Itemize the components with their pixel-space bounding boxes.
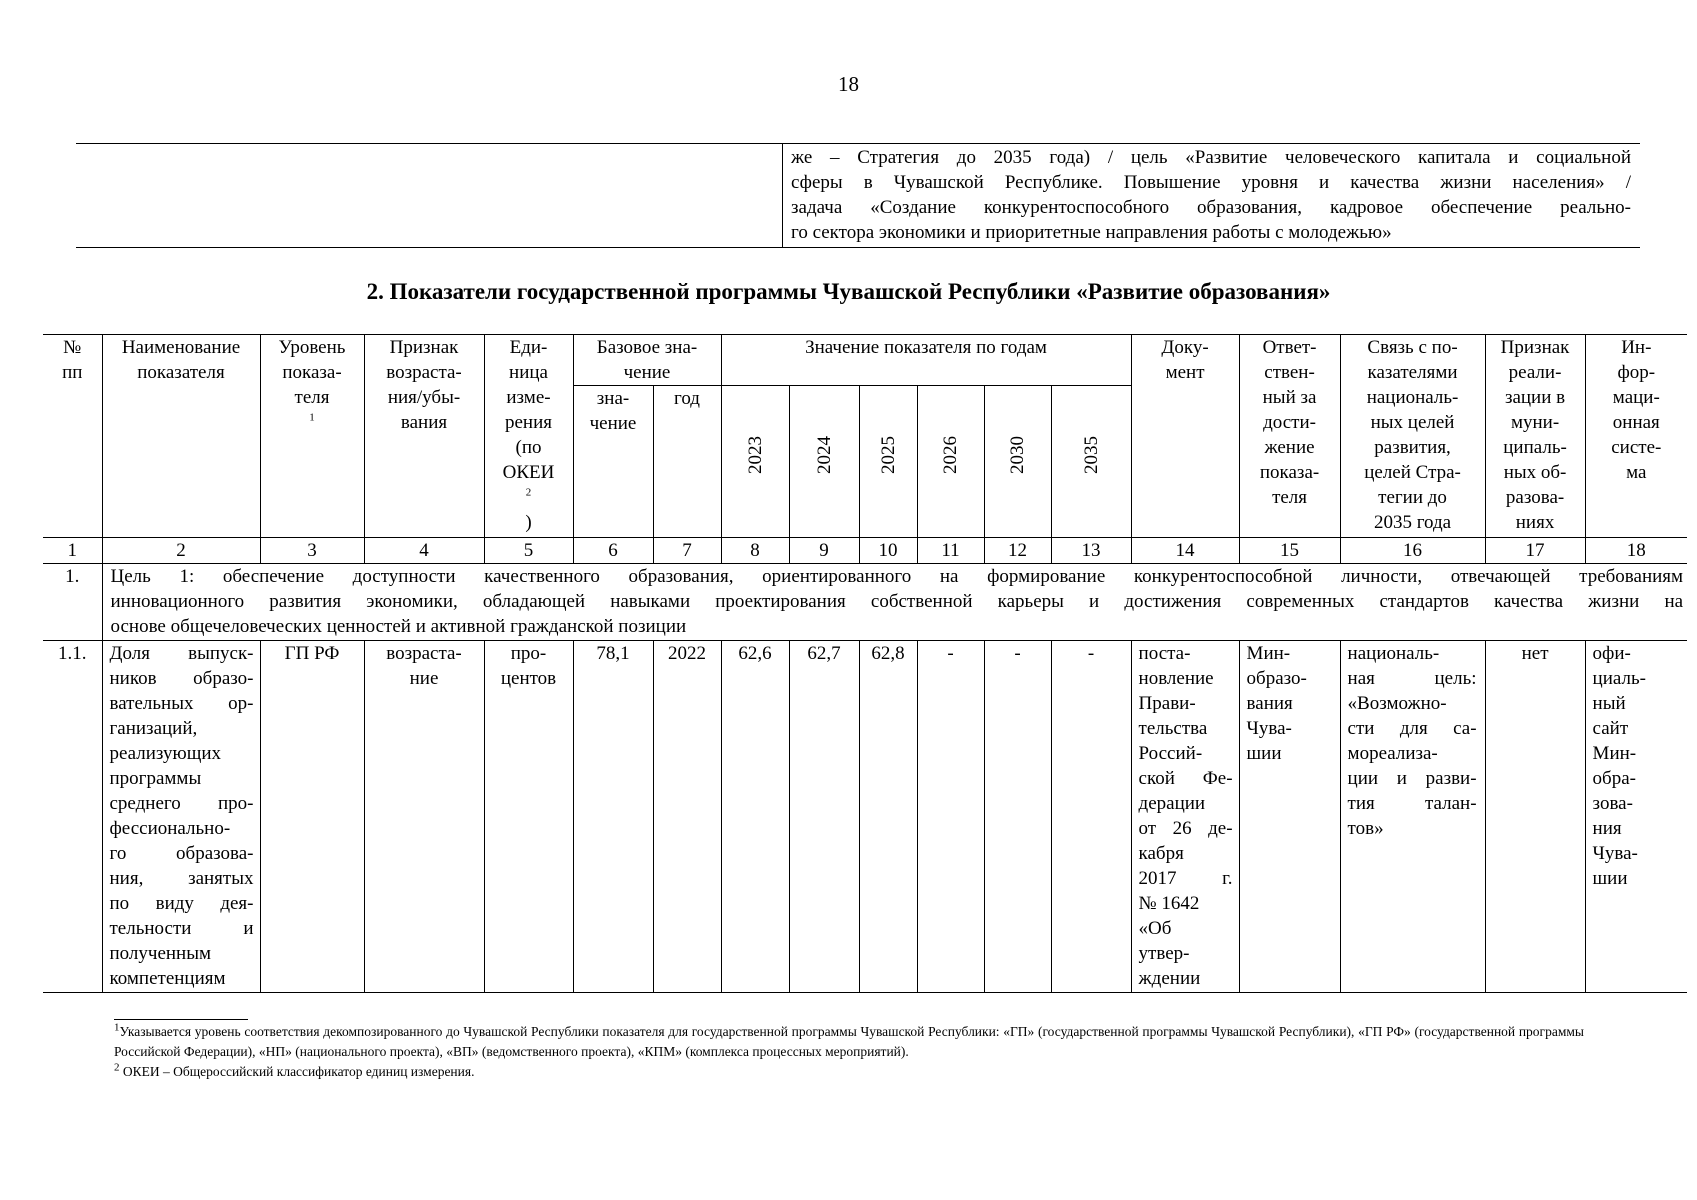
header-municipal: Признак реали- зации в муни- ципаль- ных об- разова- ниях [1485,335,1585,538]
header-years-group: Значение показателя по годам [721,335,1131,386]
indicator-value-2025: 62,8 [859,641,917,993]
column-number: 17 [1485,538,1585,564]
header-year-2024: 2024 [789,386,859,538]
indicator-row [43,641,1687,993]
header-base-value: зна- чение [573,386,653,538]
column-number: 10 [859,538,917,564]
header-level: Уровень показа- теля $^1$ [260,335,364,538]
continuation-line: задача «Создание конкурентоспособного образования, кадровое обеспечение реально- [791,197,1631,218]
continuation-line: сферы в Чувашской Республике. Повышение уровня и качества жизни населения» / [791,172,1631,193]
indicators-table [43,334,1687,993]
column-number: 1 [43,538,102,564]
indicator-num: 1.1. [43,641,102,993]
indicator-value-2026: - [917,641,984,993]
indicator-unit: про- центов [484,641,573,993]
header-document: Доку- мент [1131,335,1239,538]
header-year-2023: 2023 [721,386,789,538]
footnote-2: $^2$ ОКЕИ – Общероссийский классификатор единиц измерения. [114,1061,475,1079]
column-number: 2 [102,538,260,564]
column-number: 4 [364,538,484,564]
header-year-2026: 2026 [917,386,984,538]
header-year-2030: 2030 [984,386,1051,538]
header-num: № пп [43,335,102,538]
indicator-document: поста- новление Прави- тельства Россий- ской Фе- дерации от 26 де- кабря 2017 г. № 1642 «Об утвер- ждении [1131,641,1239,993]
header-row [43,335,1687,386]
header-unit: Еди- ница изме- рения (по ОКЕИ $^2$ ) [484,335,573,538]
indicator-link: националь- ная цель: «Возможно- сти для са- мореализа- ции и разви- тия талан- тов» [1340,641,1485,993]
footnote-1: $^1$Указывается уровень соответствия декомпозированного до Чувашской Республики показателя для государственной программы Чувашской Республики: «ГП» (государственной программы Чувашской Республики), «ГП РФ» (государственной программы Российской Федерации), «НП» (национального проекта), «ВП» (ведомственного проекта), «КПМ» (комплекса процессных мероприятий). [114,1021,1584,1059]
indicator-sign: возраста- ние [364,641,484,993]
goal-text: Цель 1: обеспечение доступности качественного образования, ориентированного на формирование конкурентоспособной личности, отвечающей требованиям инновационного развития экономики, обладающей навыками проектирования собственной карьеры и достижения современных стандартов качества жизни на основе общечеловеческих ценностей и активной гражданской позиции [102,564,1687,641]
header-responsible: Ответ- ствен- ный за дости- жение показа- теля [1239,335,1340,538]
indicator-responsible: Мин- образо- вания Чува- шии [1239,641,1340,993]
indicator-info: офи- циаль- ный сайт Мин- обра- зова- ния Чува- шии [1585,641,1687,993]
goal-num: 1. [43,564,102,641]
indicator-base-value: 78,1 [573,641,653,993]
column-number: 7 [653,538,721,564]
indicator-value-2023: 62,6 [721,641,789,993]
column-number-row [43,538,1687,564]
column-number: 14 [1131,538,1239,564]
column-number: 11 [917,538,984,564]
continuation-left-cell [76,144,783,247]
indicator-municipal: нет [1485,641,1585,993]
column-number: 12 [984,538,1051,564]
indicator-value-2024: 62,7 [789,641,859,993]
column-number: 15 [1239,538,1340,564]
column-number: 8 [721,538,789,564]
footnotes [114,1022,1584,1082]
continuation-table [76,143,1640,248]
page-number: 18 [838,72,859,96]
section-title: 2. Показатели государственной программы Чувашской Республики «Развитие образования» [366,279,1331,304]
header-name: Наименование показателя [102,335,260,538]
goal-row [43,564,1687,641]
column-number: 6 [573,538,653,564]
header-info: Ин- фор- маци- онная систе- ма [1585,335,1687,538]
header-base-year: год [653,386,721,538]
column-number: 16 [1340,538,1485,564]
column-number: 3 [260,538,364,564]
column-number: 13 [1051,538,1131,564]
column-number: 5 [484,538,573,564]
header-link: Связь с по- казателями националь- ных целей развития, целей Стра- тегии до 2035 года [1340,335,1485,538]
indicator-base-year: 2022 [653,641,721,993]
header-year-2035: 2035 [1051,386,1131,538]
header-sign: Признак возраста- ния/убы- вания [364,335,484,538]
column-number: 9 [789,538,859,564]
indicator-name: Доля выпуск- ников образо- вательных ор- ганизаций, реализующих программы среднего про- фессионально- го образова- ния, занятых по виду дея- тельности и полученным компетенциям [102,641,260,993]
continuation-line: го сектора экономики и приоритетные направления работы с молодежью» [791,222,1392,243]
indicator-level: ГП РФ [260,641,364,993]
footnote-separator [114,1019,248,1020]
header-base: Базовое зна- чение [573,335,721,386]
header-year-2025: 2025 [859,386,917,538]
column-number: 18 [1585,538,1687,564]
indicator-value-2035: - [1051,641,1131,993]
continuation-line: же – Стратегия до 2035 года) / цель «Развитие человеческого капитала и социальной [791,147,1631,168]
indicator-value-2030: - [984,641,1051,993]
continuation-text [791,145,1631,245]
